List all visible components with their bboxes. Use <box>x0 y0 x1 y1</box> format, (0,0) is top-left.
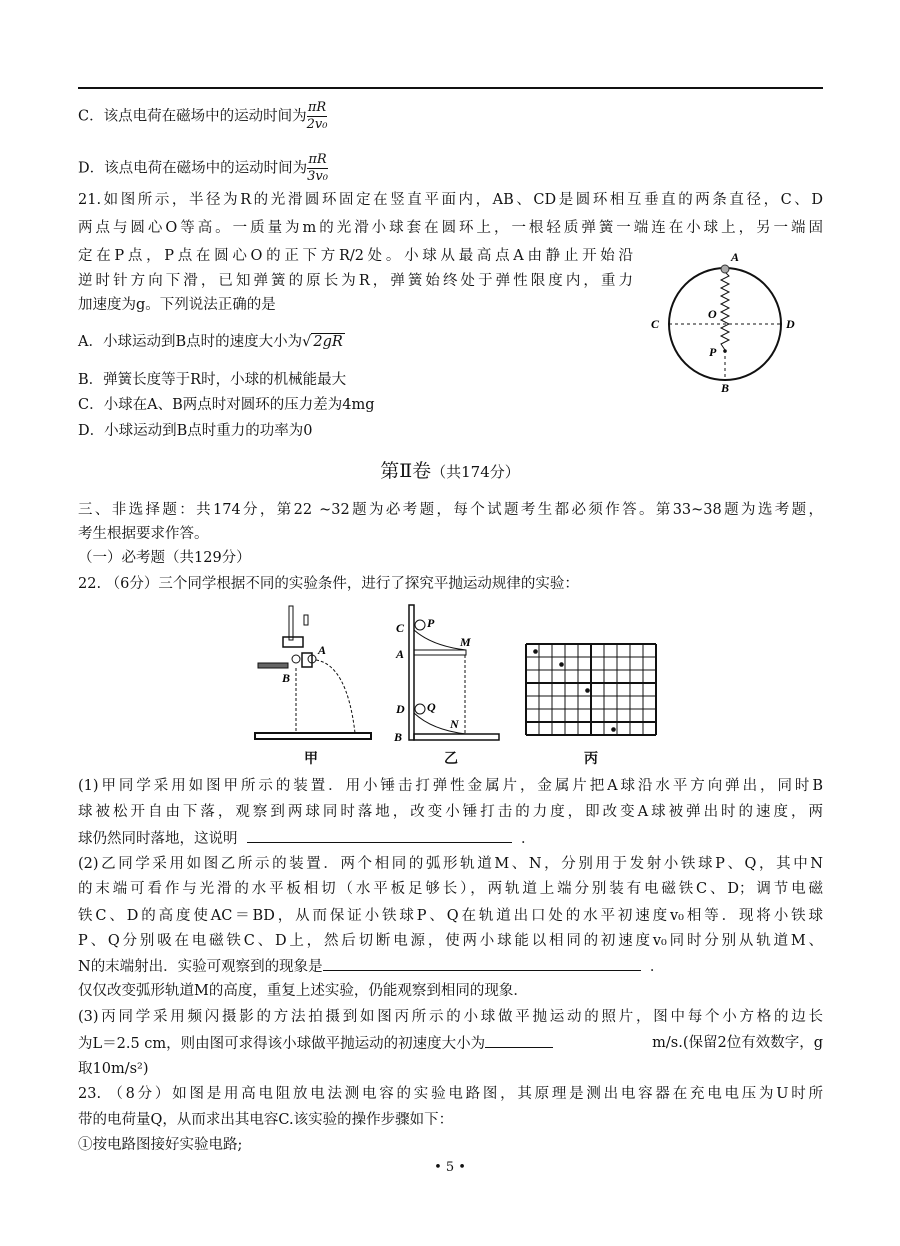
figure-yi <box>392 600 507 745</box>
q22-p3-line: (3)丙同学采用频闪摄影的方法拍摄到如图丙所示的小球做平抛运动的照片，图中每个小方格的边长 <box>78 1009 823 1025</box>
q23-line: 带的电荷量Q，从而求出其电容C.该实验的操作步骤如下： <box>78 1112 454 1128</box>
ball-position <box>559 662 564 667</box>
label-b: B <box>394 730 403 744</box>
text: N的末端射出．实验可观察到的现象是 <box>78 959 323 975</box>
label-c: C <box>396 621 405 635</box>
fraction <box>307 152 328 185</box>
caption-yi: 乙 <box>444 751 458 767</box>
label-b: B <box>282 671 291 685</box>
numerator: πR <box>307 100 327 115</box>
answer-blank-3[interactable] <box>485 1033 553 1048</box>
radicand: 2gR <box>313 334 343 350</box>
ball-position <box>611 727 616 732</box>
answer-blank-2[interactable] <box>323 956 641 971</box>
text: m/s.(保留2位有效数字，g <box>652 1035 823 1051</box>
section-name: 第Ⅱ卷 <box>380 460 432 482</box>
answer-blank-1[interactable] <box>247 828 512 843</box>
header-rule <box>78 87 823 89</box>
option-text: A．小球运动到B点时的速度大小为 <box>78 334 303 350</box>
intro-line: 三、非选择题：共174分，第22 ~32题为必考题，每个试题考生都必须作答。第33~38题为选考题， <box>78 502 823 518</box>
q22-p3-line3: 取10m/s²) <box>78 1061 149 1077</box>
denominator: 3v₀ <box>307 169 328 184</box>
page-number: • 5 • <box>434 1160 466 1175</box>
section-score: （共174分） <box>431 463 520 481</box>
text: 球仍然同时落地，这说明 <box>78 831 238 847</box>
text: 为L＝2.5 cm，则由图可求得该小球做平抛运动的初速度大小为 <box>78 1036 486 1052</box>
option-text: D．该点电荷在磁场中的运动时间为 <box>78 160 308 177</box>
option-text: C．该点电荷在磁场中的运动时间为 <box>78 108 307 125</box>
point-p <box>723 349 727 353</box>
q21-line: 21.如图所示，半径为R的光滑圆环固定在竖直平面内，AB、CD是圆环相互垂直的两条直径，C、D <box>78 192 823 208</box>
figure-bing-grid <box>524 642 660 738</box>
q21-line: 逆时针方向下滑，已知弹簧的原长为R，弹簧始终处于弹性限度内，重力 <box>78 273 633 289</box>
label-c: C <box>651 317 660 331</box>
section-title <box>0 456 900 483</box>
q22-p1-line3 <box>78 828 535 849</box>
q22-p2-line: (2)乙同学采用如图乙所示的装置．两个相同的弧形轨道M、N，分别用于发射小铁球P、Q，其中N <box>78 856 823 872</box>
intro-line: （一）必考题（共129分） <box>78 550 251 566</box>
label-n: N <box>450 717 459 731</box>
q21-option-c: C．小球在A、B两点时对圆环的压力差为4mg <box>78 397 375 413</box>
q21-option-a <box>78 332 345 352</box>
q22-p3-line2 <box>78 1033 823 1054</box>
q21-option-d: D．小球运动到B点时重力的功率为0 <box>78 423 313 439</box>
intro-line: 考生根据要求作答。 <box>78 526 209 542</box>
q21-option-b: B．弹簧长度等于R时，小球的机械能最大 <box>78 372 347 388</box>
label-p: P <box>427 616 435 630</box>
q22-p1-line: (1)甲同学采用如图甲所示的装置．用小锤击打弹性金属片，金属片把A球沿水平方向弹出，同时B <box>78 778 823 794</box>
label-a: A <box>396 647 405 661</box>
label-a: A <box>318 643 327 657</box>
ring-figure <box>645 250 820 395</box>
label-p: P <box>709 345 717 359</box>
q22-stem: 22. （6分）三个同学根据不同的实验条件，进行了探究平抛运动规律的实验： <box>78 576 579 592</box>
label-a: A <box>731 250 740 264</box>
fraction <box>307 100 328 133</box>
label-b: B <box>721 381 730 395</box>
q23-line: 23. （8分）如图是用高电阻放电法测电容的实验电路图，其原理是测出电容器在充电电压为U时所 <box>78 1086 823 1102</box>
label-m: M <box>460 635 471 649</box>
sqrt-expression: √ 2gR <box>302 334 343 350</box>
label-d: D <box>396 702 405 716</box>
ball-position <box>533 649 538 654</box>
label-d: D <box>786 317 795 331</box>
q21-line: 加速度为g。下列说法正确的是 <box>78 297 276 313</box>
figure-jia <box>252 600 377 745</box>
ball <box>721 265 729 273</box>
numerator: πR <box>308 152 327 167</box>
label-q: Q <box>427 700 436 714</box>
caption-bing: 丙 <box>584 751 598 767</box>
q22-p2-line5 <box>78 956 664 977</box>
q21-line: 定在P点，P点在圆心O的正下方R/2处。小球从最高点A由静止开始沿 <box>78 248 633 264</box>
q20-option-c <box>78 100 327 133</box>
text: ． <box>649 959 665 975</box>
text: ． <box>520 831 536 847</box>
label-o: O <box>708 307 717 321</box>
q20-option-d <box>78 152 328 185</box>
spring <box>721 272 729 350</box>
q23-step1: ①按电路图接好实验电路; <box>78 1137 243 1153</box>
q21-line: 两点与圆心O等高。一质量为m的光滑小球套在圆环上，一根轻质弹簧一端连在小球上，另一端固 <box>78 220 823 236</box>
q22-p2-line: 的末端可看作与光滑的水平板相切（水平板足够长），两轨道上端分别装有电磁铁C、D；调节电磁 <box>78 881 823 897</box>
q22-p2-line: P、Q分别吸在电磁铁C、D上，然后切断电源，使两小球能以相同的初速度v₀同时分别从轨道M、 <box>78 933 823 949</box>
ball-position <box>585 688 590 693</box>
q22-p1-line: 球被松开自由下落，观察到两球同时落地，改变小锤打击的力度，即改变A球被弹出时的速度，两 <box>78 804 823 820</box>
denominator: 2v₀ <box>306 117 328 132</box>
q22-p2-line: 铁C、D的高度使AC＝BD，从而保证小铁球P、Q在轨道出口处的水平初速度v₀相等．现将小铁球 <box>78 908 823 924</box>
q22-p2-after: 仅仅改变弧形轨道M的高度，重复上述实验，仍能观察到相同的现象． <box>78 983 528 999</box>
caption-jia: 甲 <box>304 751 318 767</box>
